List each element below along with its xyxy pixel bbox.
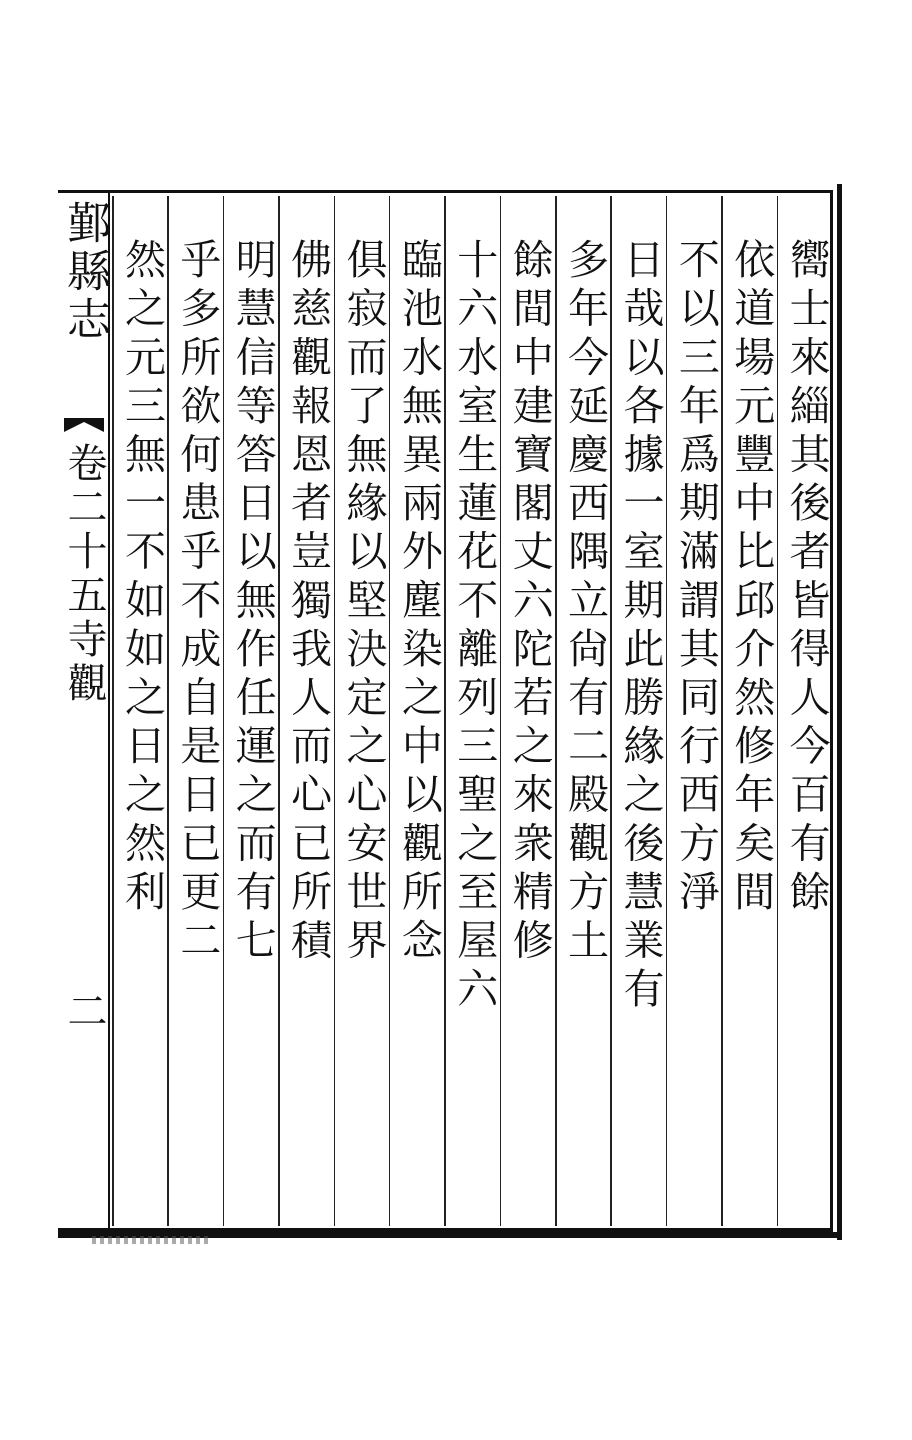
book-title: 鄞縣志 xyxy=(59,200,110,344)
column-text: 乎多所欲何患乎不成自是日已更二 xyxy=(173,238,222,967)
text-column xyxy=(278,196,333,1226)
text-column xyxy=(555,196,610,1226)
column-text: 臨池水無異兩外塵染之中以觀所念 xyxy=(394,238,443,967)
text-columns xyxy=(112,196,832,1226)
column-text: 俱寂而了無緣以堅決定之心安世界 xyxy=(339,238,388,967)
text-column xyxy=(666,196,721,1226)
text-column xyxy=(610,196,665,1226)
column-text: 不以三年爲期滿謂其同行西方淨 xyxy=(671,238,720,919)
banner-center-column xyxy=(58,190,110,1232)
column-text: 明慧信等答日以無作任運之而有七 xyxy=(228,238,277,967)
text-column xyxy=(777,196,832,1226)
text-column xyxy=(112,196,167,1226)
text-column xyxy=(721,196,776,1226)
column-text: 嚮士來緇其後者皆得人今百有餘 xyxy=(782,238,831,919)
text-column xyxy=(444,196,499,1226)
column-text: 十六水室生蓮花不離列三聖之至屋六 xyxy=(450,238,499,1016)
column-text: 餘間中建寶閣丈六陀若之來衆精修 xyxy=(505,238,554,967)
frame-right-border xyxy=(837,184,842,1240)
page-number: 二 xyxy=(61,990,107,1034)
volume-label: 卷二十五寺觀 xyxy=(61,442,107,706)
column-rule xyxy=(112,196,114,1226)
column-text: 多年今延慶西隅立尙有二殿觀方土 xyxy=(561,238,610,967)
column-text: 佛慈觀報恩者豈獨我人而心已所積 xyxy=(284,238,333,967)
text-column xyxy=(223,196,278,1226)
fishtail-mark-icon xyxy=(64,418,104,432)
column-text: 然之元三無一不如如之日之然利 xyxy=(118,238,166,919)
column-text: 日哉以各據一室期此勝緣之後慧業有 xyxy=(616,238,665,1016)
text-column xyxy=(389,196,444,1226)
column-text: 依道場元豐中比邱介然修年矣間 xyxy=(727,238,776,919)
ink-smudge xyxy=(92,1236,212,1244)
text-column xyxy=(500,196,555,1226)
text-column xyxy=(334,196,389,1226)
text-column xyxy=(167,196,222,1226)
